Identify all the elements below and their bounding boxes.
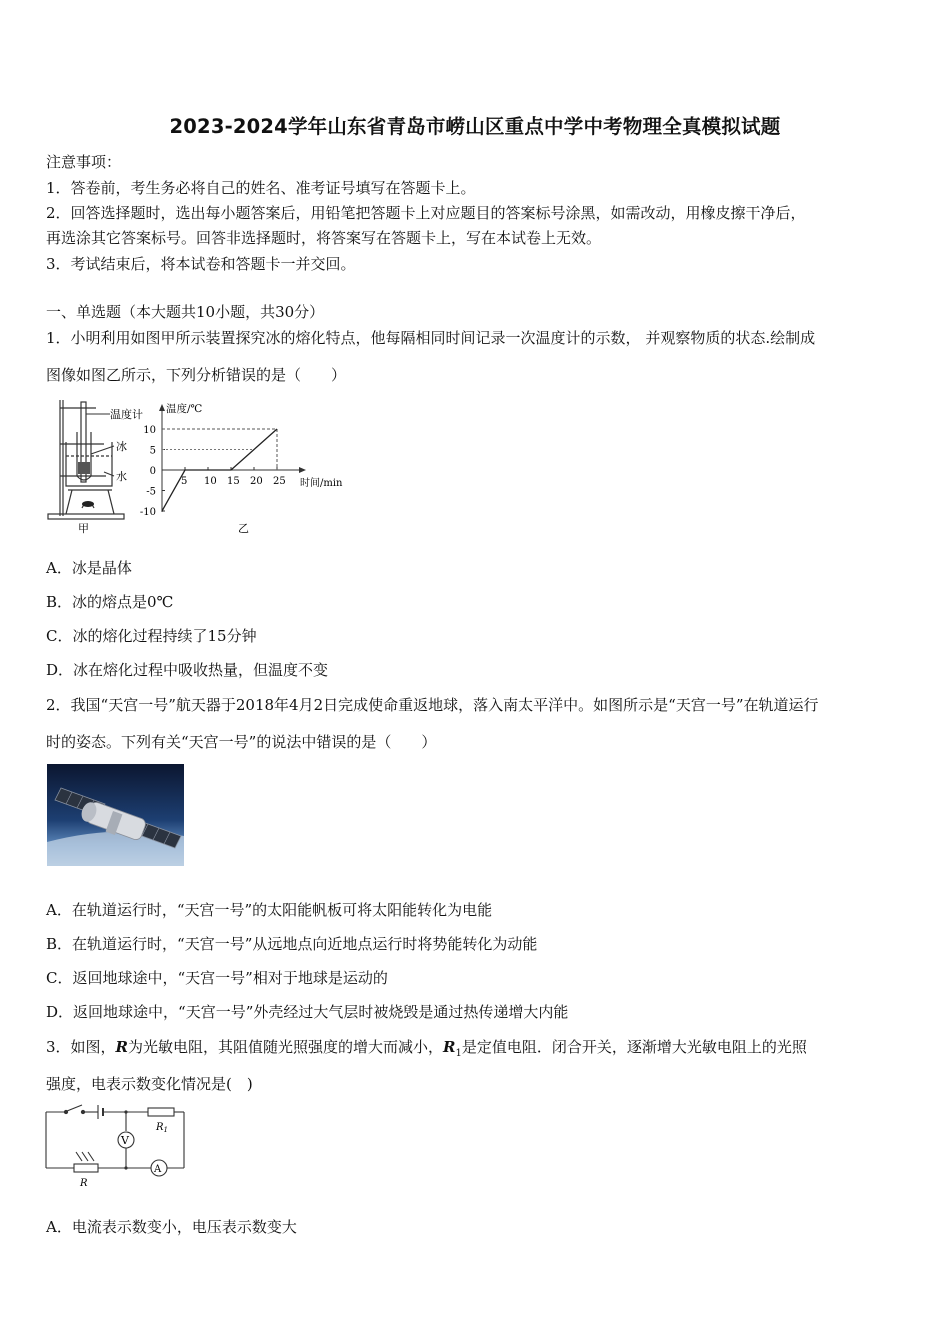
- thermometer-label: 温度计: [110, 408, 143, 421]
- r1-label: [155, 1122, 168, 1134]
- question-3-stem-part: 是定值电阻．闭合开关，逐渐增大光敏电阻上的光照: [461, 1038, 807, 1056]
- question-2-option-b: B．在轨道运行时，“天宫一号”从远地点向近地点运行时将势能转化为动能: [46, 935, 538, 953]
- tiangong-satellite-photo: [47, 764, 184, 866]
- notice-item: 1．答卷前，考生务必将自己的姓名、准考证号填写在答题卡上。: [46, 179, 476, 197]
- y-tick-label: -10: [139, 507, 156, 518]
- question-1-stem: 1．小明利用如图甲所示装置探究冰的熔化特点，他每隔相同时间记录一次温度计的示数， 并观察物质的状态.绘制成: [46, 329, 816, 347]
- r1-letter: R: [156, 1122, 164, 1133]
- notice-item: 2．回答选择题时，选出每小题答案后，用铅笔把答题卡上对应题目的答案标号涂黑，如需改动，用橡皮擦干净后，: [46, 204, 806, 222]
- question-2-option-d: D．返回地球途中，“天宫一号”外壳经过大气层时被烧毁是通过热传递增大内能: [46, 1003, 569, 1021]
- y-tick-label: 5: [149, 445, 156, 457]
- water-label: 水: [116, 470, 127, 483]
- question-2-stem: 时的姿态。下列有关“天宫一号”的说法中错误的是（ ）: [46, 733, 437, 751]
- question-1-option-d: D．冰在熔化过程中吸收热量，但温度不变: [46, 661, 329, 679]
- question-1-option-a: A．冰是晶体: [46, 559, 132, 577]
- question-1-option-b: B．冰的熔点是0℃: [46, 593, 174, 611]
- r-label: R: [80, 1178, 88, 1189]
- x-tick-label: 25: [273, 476, 286, 487]
- question-3-stem-part: 为光敏电阻，其阻值随光照强度的增大而减小，: [128, 1038, 444, 1056]
- question-3-option-a: A．电流表示数变小，电压表示数变大: [46, 1218, 297, 1236]
- question-2-stem: 2．我国“天宫一号”航天器于2018年4月2日完成使命重返地球，落入南太平洋中。如图所示是“天宫一号”在轨道运行: [46, 696, 819, 714]
- question-1-stem: 图像如图乙所示，下列分析错误的是（ ）: [46, 366, 347, 384]
- x-tick-label: 10: [204, 476, 217, 487]
- x-tick-label: 20: [250, 476, 263, 487]
- y-tick-label: 0: [149, 466, 156, 477]
- fixed-resistor-subscript: 1: [455, 1048, 462, 1059]
- notice-item: 3．考试结束后，将本试卷和答题卡一并交回。: [46, 255, 356, 273]
- y-axis-arrow: [159, 404, 165, 411]
- y-axis-label: 温度/℃: [166, 403, 203, 415]
- ice-label: 冰: [116, 440, 127, 453]
- photoresistor-symbol: R: [115, 1038, 129, 1056]
- temperature-time-chart: [134, 400, 354, 536]
- question-3-stem: [46, 1036, 807, 1059]
- voltmeter-symbol: V: [121, 1134, 129, 1147]
- notice-heading: 注意事项：: [46, 153, 122, 171]
- r1-subscript: 1: [163, 1126, 168, 1134]
- notice-item: 再选涂其它答案标号。回答非选择题时，将答案写在答题卡上，写在本试卷上无效。: [46, 229, 602, 247]
- x-axis-arrow: [299, 467, 306, 473]
- ammeter-symbol: A: [154, 1164, 162, 1175]
- figure-caption-yi: 乙: [238, 522, 249, 535]
- section-heading: 一、单选题（本大题共10小题，共30分）: [46, 303, 325, 321]
- figure-caption-jia: 甲: [78, 522, 89, 534]
- question-2-option-a: A．在轨道运行时，“天宫一号”的太阳能帆板可将太阳能转化为电能: [46, 901, 493, 919]
- y-tick-label: 10: [143, 425, 156, 436]
- question-2-option-c: C．返回地球途中，“天宫一号”相对于地球是运动的: [46, 969, 388, 987]
- x-tick-label: 5: [181, 476, 188, 487]
- fixed-resistor-symbol: R: [443, 1038, 456, 1056]
- x-axis-label: 时间/min: [300, 478, 343, 489]
- question-3-stem-part: 3．如图，: [46, 1038, 116, 1056]
- x-tick-label: 15: [227, 476, 240, 487]
- y-tick-label: -5: [146, 486, 156, 498]
- question-1-option-c: C．冰的熔化过程持续了15分钟: [46, 627, 257, 645]
- page-title: 2023-2024学年山东省青岛市崂山区重点中学中考物理全真模拟试题: [169, 115, 781, 138]
- question-3-stem: 强度，电表示数变化情况是( ): [46, 1075, 253, 1093]
- circuit-diagram: [42, 1100, 192, 1192]
